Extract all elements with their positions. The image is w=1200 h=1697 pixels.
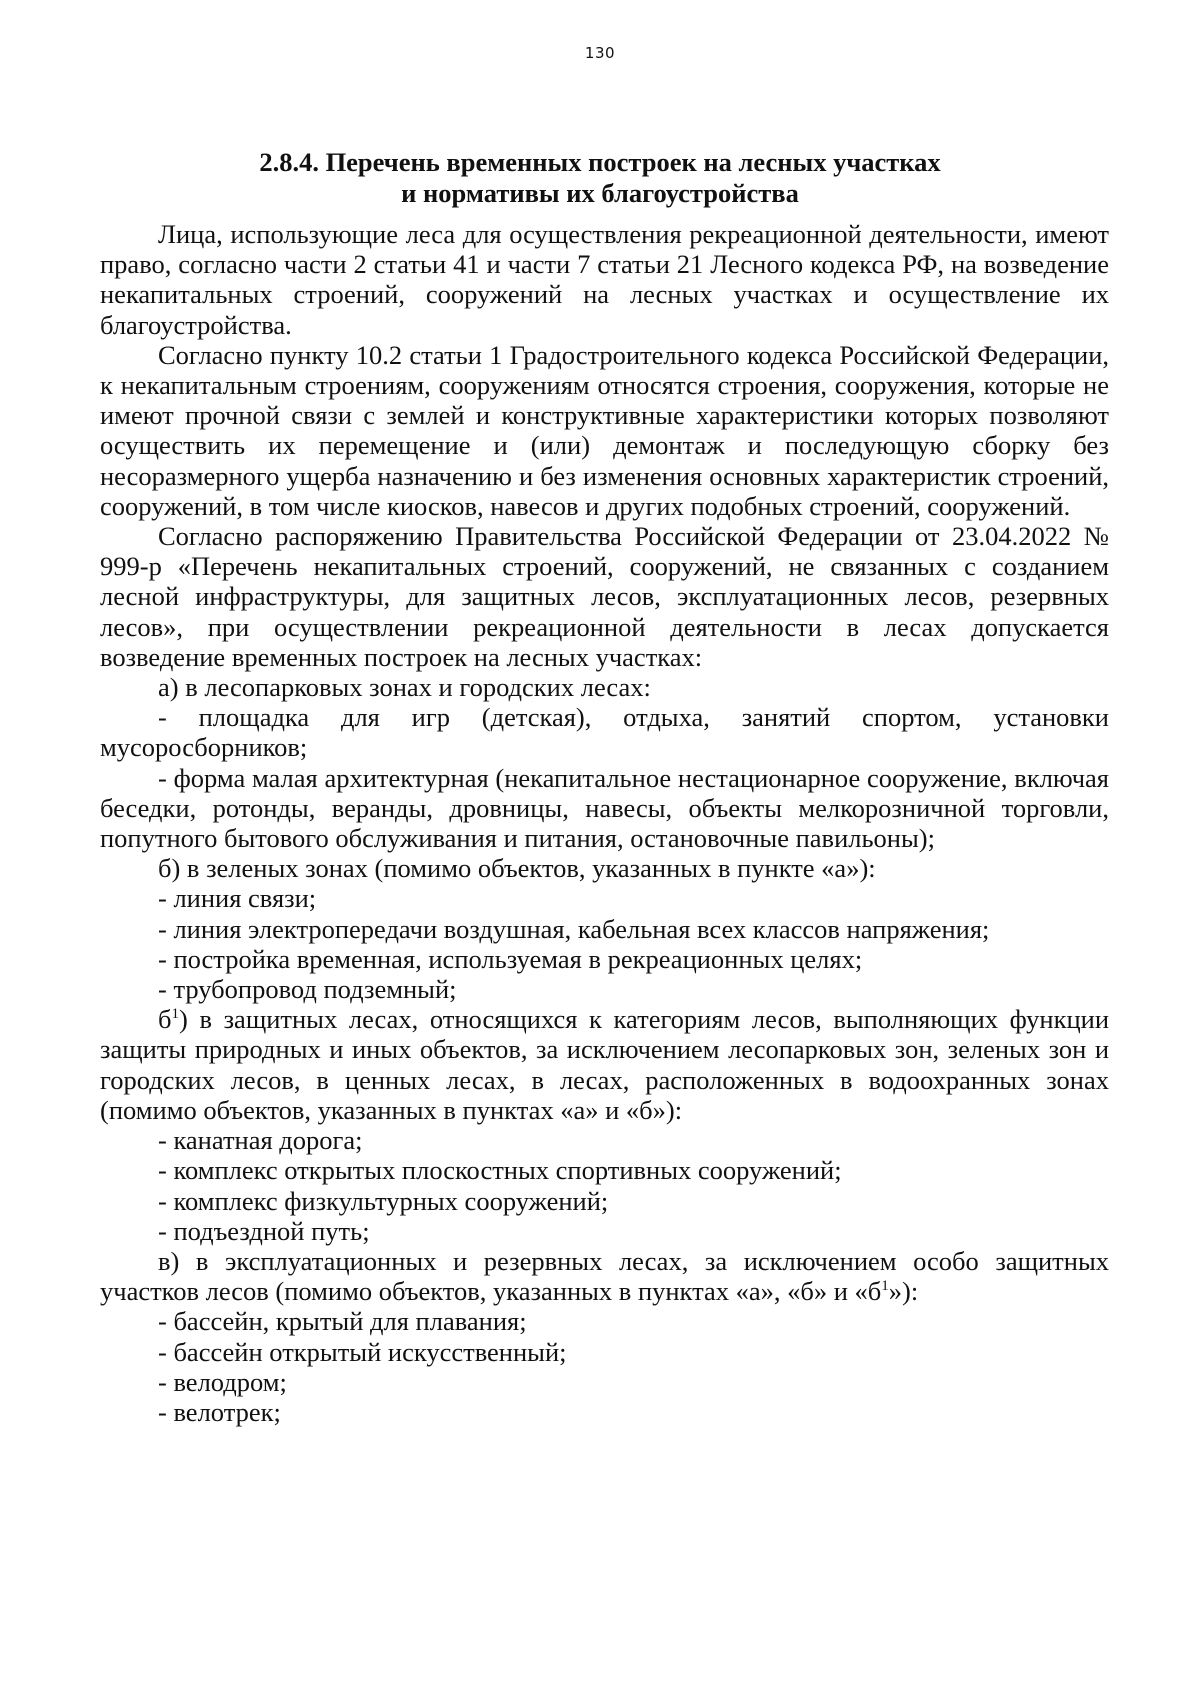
item-b1-label: б <box>158 1004 172 1035</box>
paragraph-definition: Согласно пункту 10.2 статьи 1 Градостроительного кодекса Российской Федерации, к некапитальным строениям, сооружениям относятся строения, сооружения, которые не имеют прочной связи с землей и конструктивные характеристики которых позволяют осуществить их перемещение и (или) демонтаж и последующую сборку без несоразмерного ущерба назначению и без изменения основных характеристик строений, сооружений, в том числе киосков, навесов и других подобных строений, сооружений. <box>100 339 1109 521</box>
item-b-1: - линия связи; <box>158 883 317 914</box>
item-b-3: - постройка временная, используемая в рекреационных целях; <box>158 943 863 974</box>
item-b1-superscript: 1 <box>171 1006 179 1023</box>
item-v-1: - бассейн, крытый для плавания; <box>158 1306 527 1337</box>
item-v-3: - велодром; <box>158 1366 287 1397</box>
item-a-1: - площадка для игр (детская), отдыха, занятий спортом, установки мусоросборников; <box>100 702 1109 763</box>
item-v-text-start: в) в эксплуатационных и резервных лесах, за исключением особо защитных участков лесов (помимо объектов, указанных в пунктах «а», «б» и «б <box>100 1245 1109 1307</box>
page-number: 130 <box>584 44 616 62</box>
item-b-2: - линия электропередачи воздушная, кабельная всех классов напряжения; <box>158 913 990 944</box>
item-c-3: - комплекс физкультурных сооружений; <box>158 1185 609 1216</box>
item-a-2: - форма малая архитектурная (некапитальное нестационарное сооружение, включая беседки, ротонды, веранды, дровницы, навесы, объекты мелкорозничной торговли, попутного бытового обслуживания и питания, остановочные павильоны); <box>100 762 1109 854</box>
item-b-4: - трубопровод подземный; <box>158 974 457 1005</box>
item-v-heading <box>100 1246 1109 1306</box>
item-b1-text: ) в защитных лесах, относящихся к категориям лесов, выполняющих функции защиты природных и иных объектов, за исключением лесопарковых зон, зеленых зон и городских лесов, в ценных лесах, в лесах, расположенных в водоохранных зонах (помимо объектов, указанных в пунктах «а» и «б»): <box>100 1004 1109 1125</box>
item-v-text-end: »): <box>888 1276 919 1307</box>
item-b-heading: б) в зеленых зонах (помимо объектов, указанных в пункте «а»): <box>158 853 876 884</box>
item-c-4: - подъездной путь; <box>158 1215 370 1246</box>
item-c-1: - канатная дорога; <box>158 1125 363 1156</box>
item-a-heading: а) в лесопарковых зонах и городских лесах: <box>158 672 651 703</box>
paragraph-order: Согласно распоряжению Правительства Российской Федерации от 23.04.2022 № 999-р «Перечень некапитальных строений, сооружений, не связанных с созданием лесной инфраструктуры, для защитных лесов, эксплуатационных лесов, резервных лесов», при осуществлении рекреационной деятельности в лесах допускается возведение временных построек на лесных участках: <box>100 521 1109 672</box>
section-heading-line-2: и нормативы их благоустройства <box>401 178 799 208</box>
paragraph-rights: Лица, использующие леса для осуществления рекреационной деятельности, имеют право, согласно части 2 статьи 41 и части 7 статьи 21 Лесного кодекса РФ, на возведение некапитальных строений, сооружений на лесных участках и осуществление их благоустройства. <box>100 219 1109 340</box>
section-heading-line-1: 2.8.4. Перечень временных построек на лесных участках <box>259 147 941 177</box>
item-b1-heading <box>100 1004 1109 1125</box>
body-text <box>100 219 1109 1427</box>
section-heading <box>100 147 1100 209</box>
item-v-superscript: 1 <box>881 1278 889 1295</box>
item-c-2: - комплекс открытых плоскостных спортивных сооружений; <box>158 1155 842 1186</box>
item-v-2: - бассейн открытый искусственный; <box>158 1336 567 1367</box>
item-v-4: - велотрек; <box>158 1396 281 1427</box>
